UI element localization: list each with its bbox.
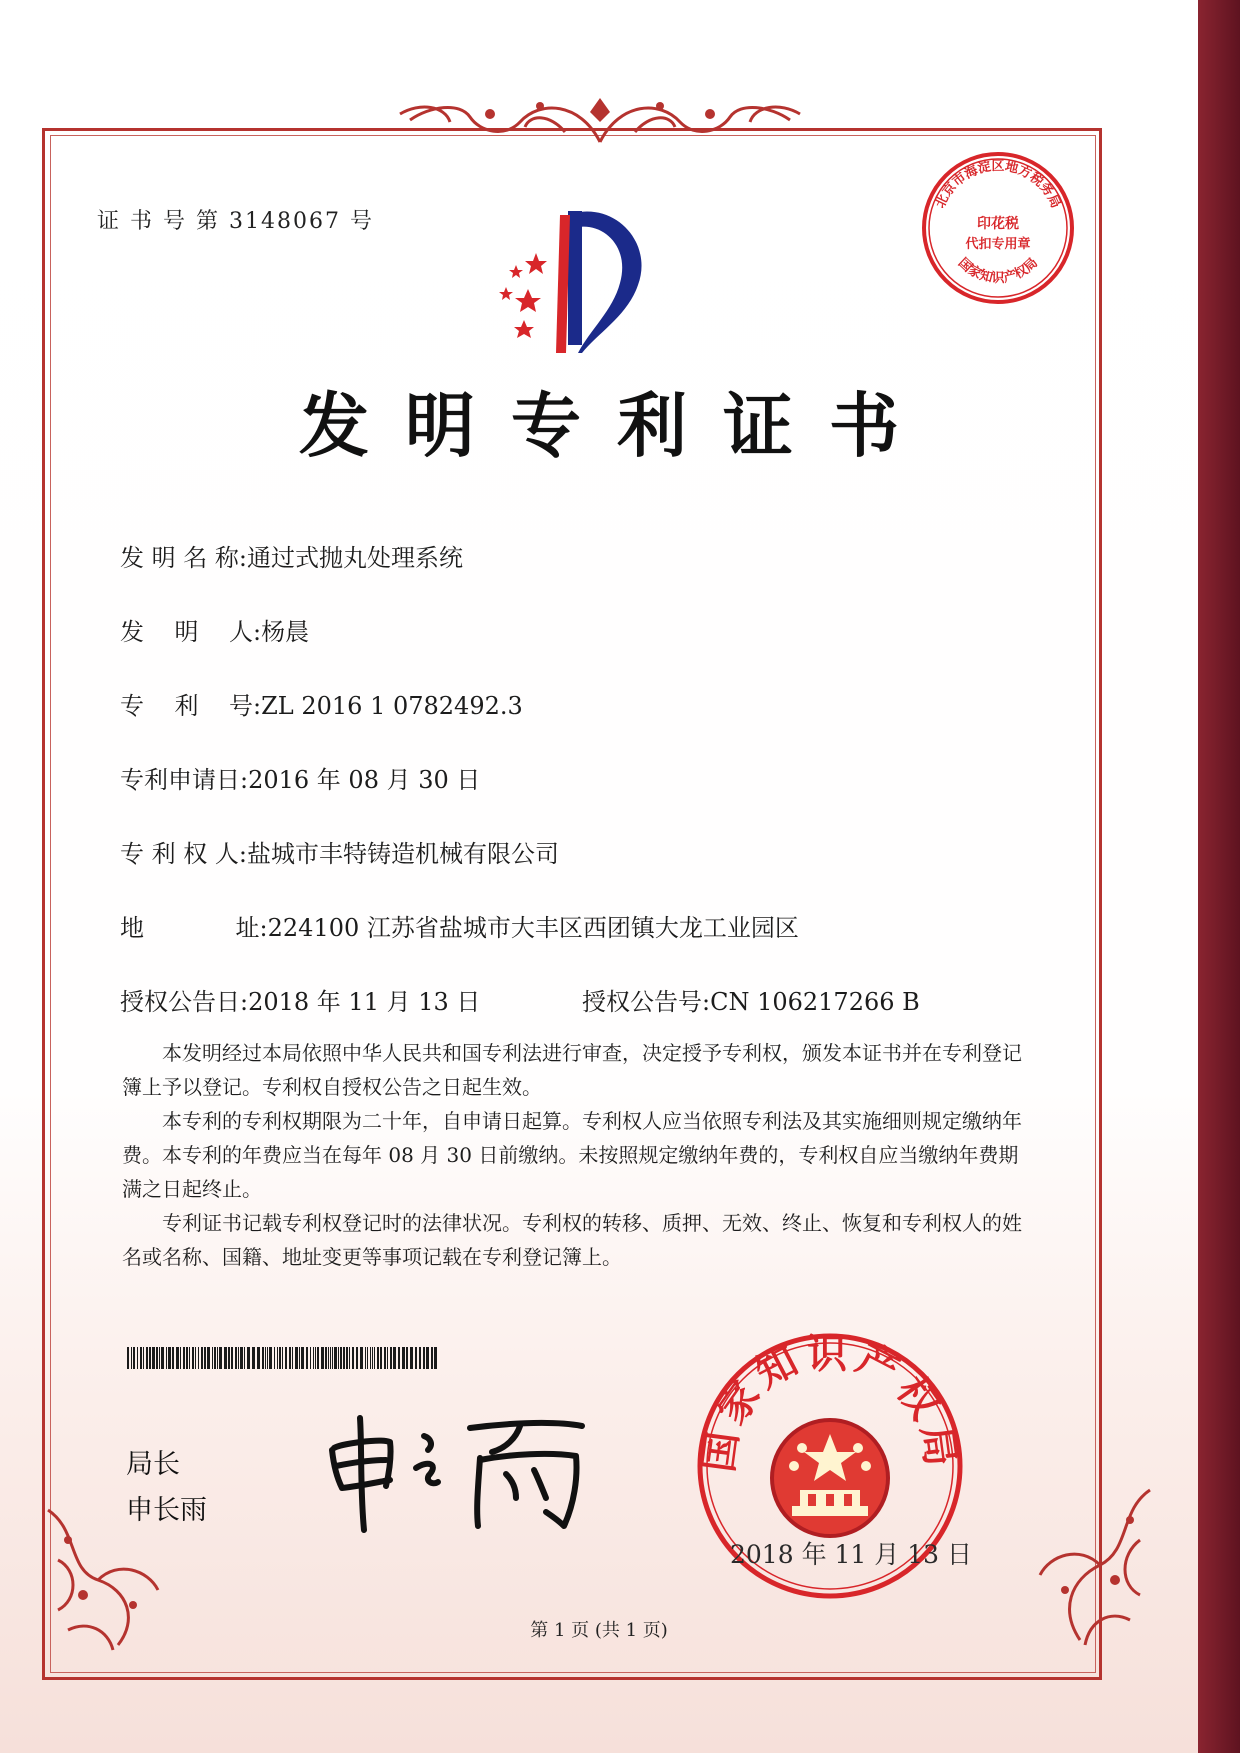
barcode-bar — [269, 1347, 272, 1369]
barcode-bar — [156, 1347, 158, 1369]
barcode-bar — [299, 1347, 300, 1369]
field-value: 2016 年 08 月 30 日 — [248, 766, 481, 794]
barcode-bar — [152, 1347, 155, 1369]
field-value: 通过式抛丸处理系统 — [246, 544, 463, 572]
patent-office-logo — [478, 205, 668, 355]
barcode-bar — [189, 1347, 190, 1369]
barcode-bar — [313, 1347, 314, 1369]
field-value: 2018 年 11 月 13 日 — [248, 988, 481, 1016]
barcode-bar — [419, 1347, 421, 1369]
barcode-bar — [393, 1347, 396, 1369]
field-filing-date — [120, 760, 480, 795]
top-ornament — [390, 92, 810, 152]
barcode-bar — [349, 1347, 350, 1369]
tax-seal-outer-text: 北京市海淀区地方税务局 — [932, 159, 1064, 211]
barcode-bar — [372, 1347, 373, 1369]
barcode-bar — [426, 1347, 429, 1369]
barcode-bar — [143, 1347, 144, 1369]
field-value: CN 106217266 B — [710, 988, 920, 1016]
svg-text:国家知识产权局 — [955, 255, 1041, 286]
barcode-bar — [352, 1347, 354, 1369]
barcode-bar — [140, 1347, 142, 1369]
barcode-bar — [292, 1347, 293, 1369]
barcode-bar — [285, 1347, 287, 1369]
field-address — [120, 908, 799, 943]
svg-text:北京市海淀区地方税务局 — [933, 158, 1063, 211]
director-signature — [320, 1408, 600, 1538]
barcode-bar — [265, 1347, 266, 1369]
body-paragraph: 本发明经过本局依照中华人民共和国专利法进行审查，决定授予专利权，颁发本证书并在专利登记簿上予以登记。专利权自授权公告之日起生效。 — [122, 1041, 1022, 1099]
certificate-body — [122, 1036, 1022, 1274]
barcode-bar — [131, 1347, 132, 1369]
barcode-bar — [198, 1347, 199, 1369]
barcode-bar — [415, 1347, 417, 1369]
field-label: 授权公告日: — [120, 988, 249, 1016]
barcode-bar — [166, 1347, 167, 1369]
barcode-bar — [282, 1347, 283, 1369]
field-grant-number — [582, 982, 920, 1017]
barcode-bar — [207, 1347, 210, 1369]
barcode-bar — [224, 1347, 227, 1369]
barcode-bar — [257, 1347, 260, 1369]
page-number: 第 1 页 (共 1 页) — [530, 1620, 668, 1641]
barcode-bar — [317, 1347, 319, 1369]
barcode-bar — [315, 1347, 316, 1369]
barcode-bar — [334, 1347, 337, 1369]
field-label: 地 址: — [120, 914, 268, 942]
national-emblem-icon — [772, 1420, 888, 1536]
barcode-bar — [384, 1347, 386, 1369]
barcode-bar — [149, 1347, 151, 1369]
director-title: 局长 — [126, 1449, 180, 1480]
barcode-bar — [360, 1347, 363, 1369]
tax-seal-bottom-text: 国家知识产权局 — [954, 255, 1042, 287]
field-value: 盐城市丰特铸造机械有限公司 — [246, 840, 559, 868]
barcode-bar — [374, 1347, 375, 1369]
body-paragraph: 本专利的专利权期限为二十年，自申请日起算。专利权人应当依照专利法及其实施细则规定缴纳年费。本专利的年费应当在每年 08 月 30 日前缴纳。未按照规定缴纳年费的，专利权自应当缴纳年费期满之日起终止。 — [122, 1109, 1022, 1201]
barcode-bar — [159, 1347, 160, 1369]
barcode-bar — [431, 1347, 433, 1369]
field-patentee — [120, 834, 559, 869]
field-value: 杨晨 — [261, 618, 310, 646]
barcode-bar — [398, 1347, 400, 1369]
barcode-bar — [356, 1347, 358, 1369]
barcode-bar — [343, 1347, 345, 1369]
barcode-bar — [183, 1347, 185, 1369]
barcode-bar — [267, 1347, 268, 1369]
field-value: ZL 2016 1 0782492.3 — [261, 692, 523, 720]
barcode-bar — [367, 1347, 368, 1369]
barcode-bar — [274, 1347, 275, 1369]
barcode-bar — [387, 1347, 388, 1369]
barcode-bar — [201, 1347, 203, 1369]
barcode-bar — [252, 1347, 255, 1369]
barcode-bar — [204, 1347, 206, 1369]
barcode-bar — [219, 1347, 222, 1369]
barcode-bar — [295, 1347, 298, 1369]
barcode — [127, 1347, 439, 1369]
barcode-bar — [238, 1347, 239, 1369]
field-grant-date — [120, 982, 480, 1017]
barcode-bar — [330, 1347, 331, 1369]
field-label: 授权公告号: — [582, 988, 711, 1016]
barcode-bar — [168, 1347, 171, 1369]
barcode-bar — [332, 1347, 333, 1369]
barcode-bar — [240, 1347, 243, 1369]
barcode-bar — [390, 1347, 392, 1369]
barcode-bar — [365, 1347, 366, 1369]
barcode-bar — [161, 1347, 164, 1369]
field-label: 专 利 权 人: — [120, 840, 247, 868]
tax-seal-line2: 代扣专用章 — [965, 237, 1031, 252]
field-invention-name — [120, 538, 463, 573]
barcode-bar — [279, 1347, 281, 1369]
barcode-bar — [212, 1347, 213, 1369]
barcode-bar — [434, 1347, 437, 1369]
barcode-bar — [180, 1347, 181, 1369]
barcode-bar — [176, 1347, 179, 1369]
seal-outer-text: 国家知识产权局 — [696, 1331, 964, 1475]
barcode-bar — [377, 1347, 379, 1369]
barcode-bar — [406, 1347, 408, 1369]
field-patent-number — [120, 686, 523, 721]
barcode-bar — [423, 1347, 425, 1369]
barcode-bar — [235, 1347, 237, 1369]
barcode-bar — [410, 1347, 413, 1369]
seal-date: 2018 年 11 月 13 日 — [730, 1540, 972, 1569]
barcode-bar — [137, 1347, 138, 1369]
field-label: 发 明 人: — [120, 618, 262, 646]
barcode-bar — [214, 1347, 216, 1369]
barcode-bar — [231, 1347, 233, 1369]
barcode-bar — [340, 1347, 342, 1369]
barcode-bar — [133, 1347, 135, 1369]
field-label: 专利申请日: — [120, 766, 249, 794]
body-paragraph: 专利证书记载专利权登记时的法律状况。专利权的转移、质押、无效、终止、恢复和专利权人的姓名或名称、国籍、地址变更等事项记载在专利登记簿上。 — [122, 1211, 1022, 1269]
barcode-bar — [338, 1347, 339, 1369]
barcode-bar — [346, 1347, 348, 1369]
barcode-bar — [192, 1347, 194, 1369]
barcode-bar — [186, 1347, 188, 1369]
barcode-bar — [301, 1347, 304, 1369]
barcode-bar — [262, 1347, 264, 1369]
barcode-bar — [247, 1347, 250, 1369]
barcode-bar — [380, 1347, 382, 1369]
barcode-bar — [277, 1347, 278, 1369]
field-inventor — [120, 612, 309, 647]
field-label: 发 明 名 称: — [120, 544, 247, 572]
barcode-bar — [325, 1347, 327, 1369]
tax-seal-line1: 印花税 — [977, 216, 1019, 232]
cover-edge — [1198, 0, 1240, 1753]
barcode-bar — [402, 1347, 405, 1369]
barcode-bar — [328, 1347, 329, 1369]
barcode-bar — [321, 1347, 324, 1369]
barcode-bar — [289, 1347, 291, 1369]
certificate-number: 证 书 号 第 3148067 号 — [97, 209, 374, 234]
barcode-bar — [217, 1347, 218, 1369]
barcode-bar — [370, 1347, 371, 1369]
barcode-bar — [306, 1347, 308, 1369]
page-title: 发明专利证书 — [299, 384, 935, 467]
barcode-bar — [127, 1347, 129, 1369]
barcode-bar — [228, 1347, 230, 1369]
barcode-bar — [244, 1347, 245, 1369]
tax-stamp-seal — [918, 148, 1078, 308]
field-value: 224100 江苏省盐城市大丰区西团镇大龙工业园区 — [267, 914, 799, 942]
barcode-bar — [146, 1347, 148, 1369]
barcode-bar — [172, 1347, 174, 1369]
director-name: 申长雨 — [126, 1495, 207, 1526]
barcode-bar — [310, 1347, 311, 1369]
field-label: 专 利 号: — [120, 692, 262, 720]
barcode-bar — [195, 1347, 196, 1369]
